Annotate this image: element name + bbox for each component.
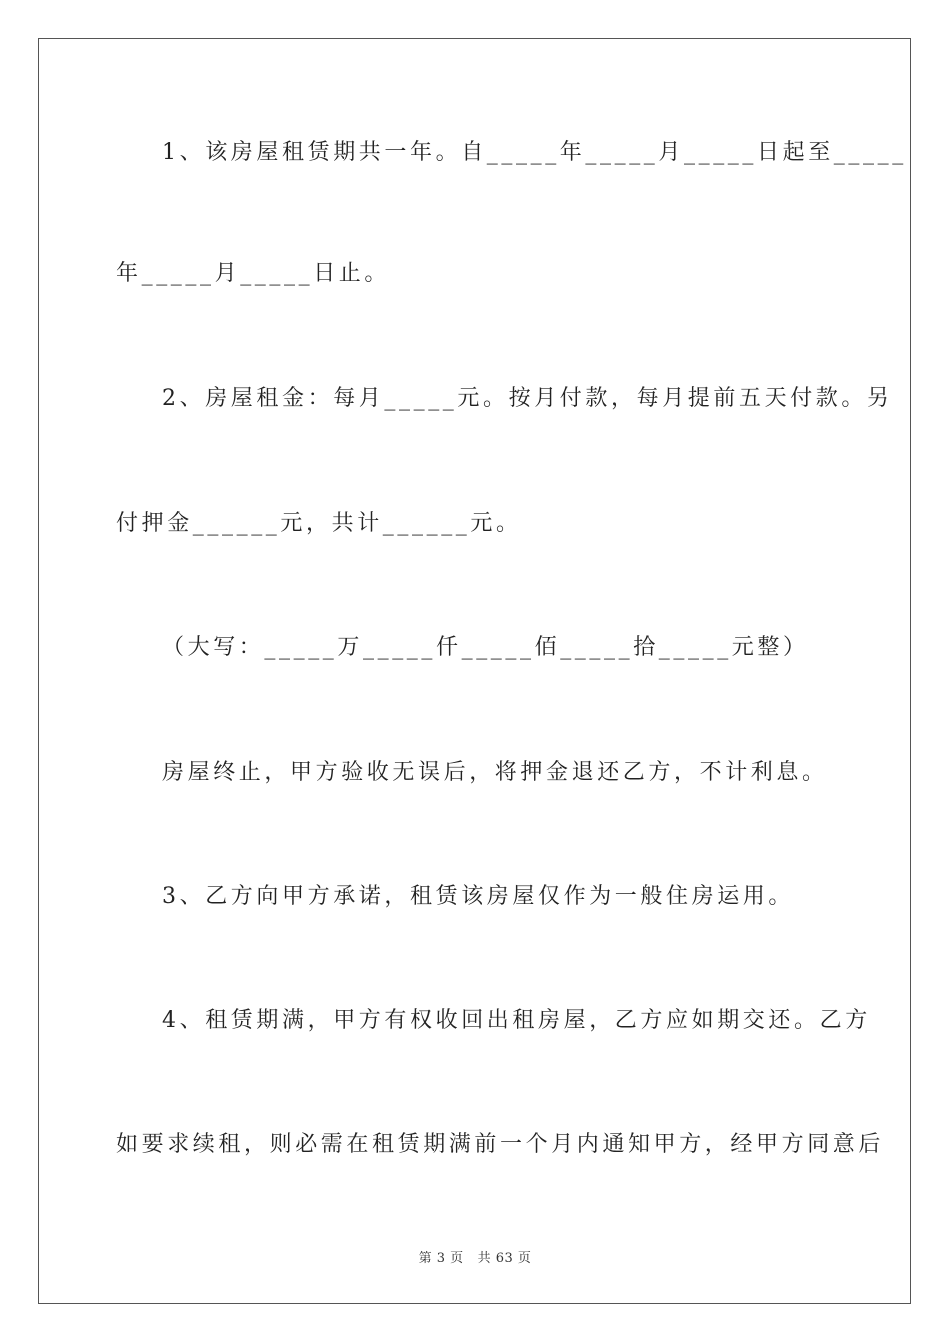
page-total: 共 63 页 xyxy=(477,1251,532,1266)
clause-3: 3、乙方向甲方承诺，租赁该房屋仅作为一般住房运用。 xyxy=(162,884,794,909)
clause-2-line-1: 2、房屋租金：每月_____元。按月付款，每月提前五天付款。另 xyxy=(162,386,893,411)
clause-1-line-1: 1、该房屋租赁期共一年。自_____年_____月_____日起至_____ xyxy=(162,140,907,165)
page-border xyxy=(38,38,911,1304)
amount-in-words: （大写：_____万_____仟_____佰_____拾_____元整） xyxy=(162,635,809,660)
page-number: 第 3 页 xyxy=(418,1251,464,1266)
page-footer xyxy=(0,1247,950,1266)
clause-2-line-2: 付押金______元，共计______元。 xyxy=(116,511,522,536)
clause-4-line-1: 4、租赁期满，甲方有权收回出租房屋，乙方应如期交还。乙方 xyxy=(162,1008,871,1033)
clause-4-line-2: 如要求续租，则必需在租赁期满前一个月内通知甲方，经甲方同意后 xyxy=(116,1132,885,1157)
clause-1-line-2: 年_____月_____日止。 xyxy=(116,261,391,286)
deposit-refund-text: 房屋终止，甲方验收无误后，将押金退还乙方，不计利息。 xyxy=(162,760,828,785)
